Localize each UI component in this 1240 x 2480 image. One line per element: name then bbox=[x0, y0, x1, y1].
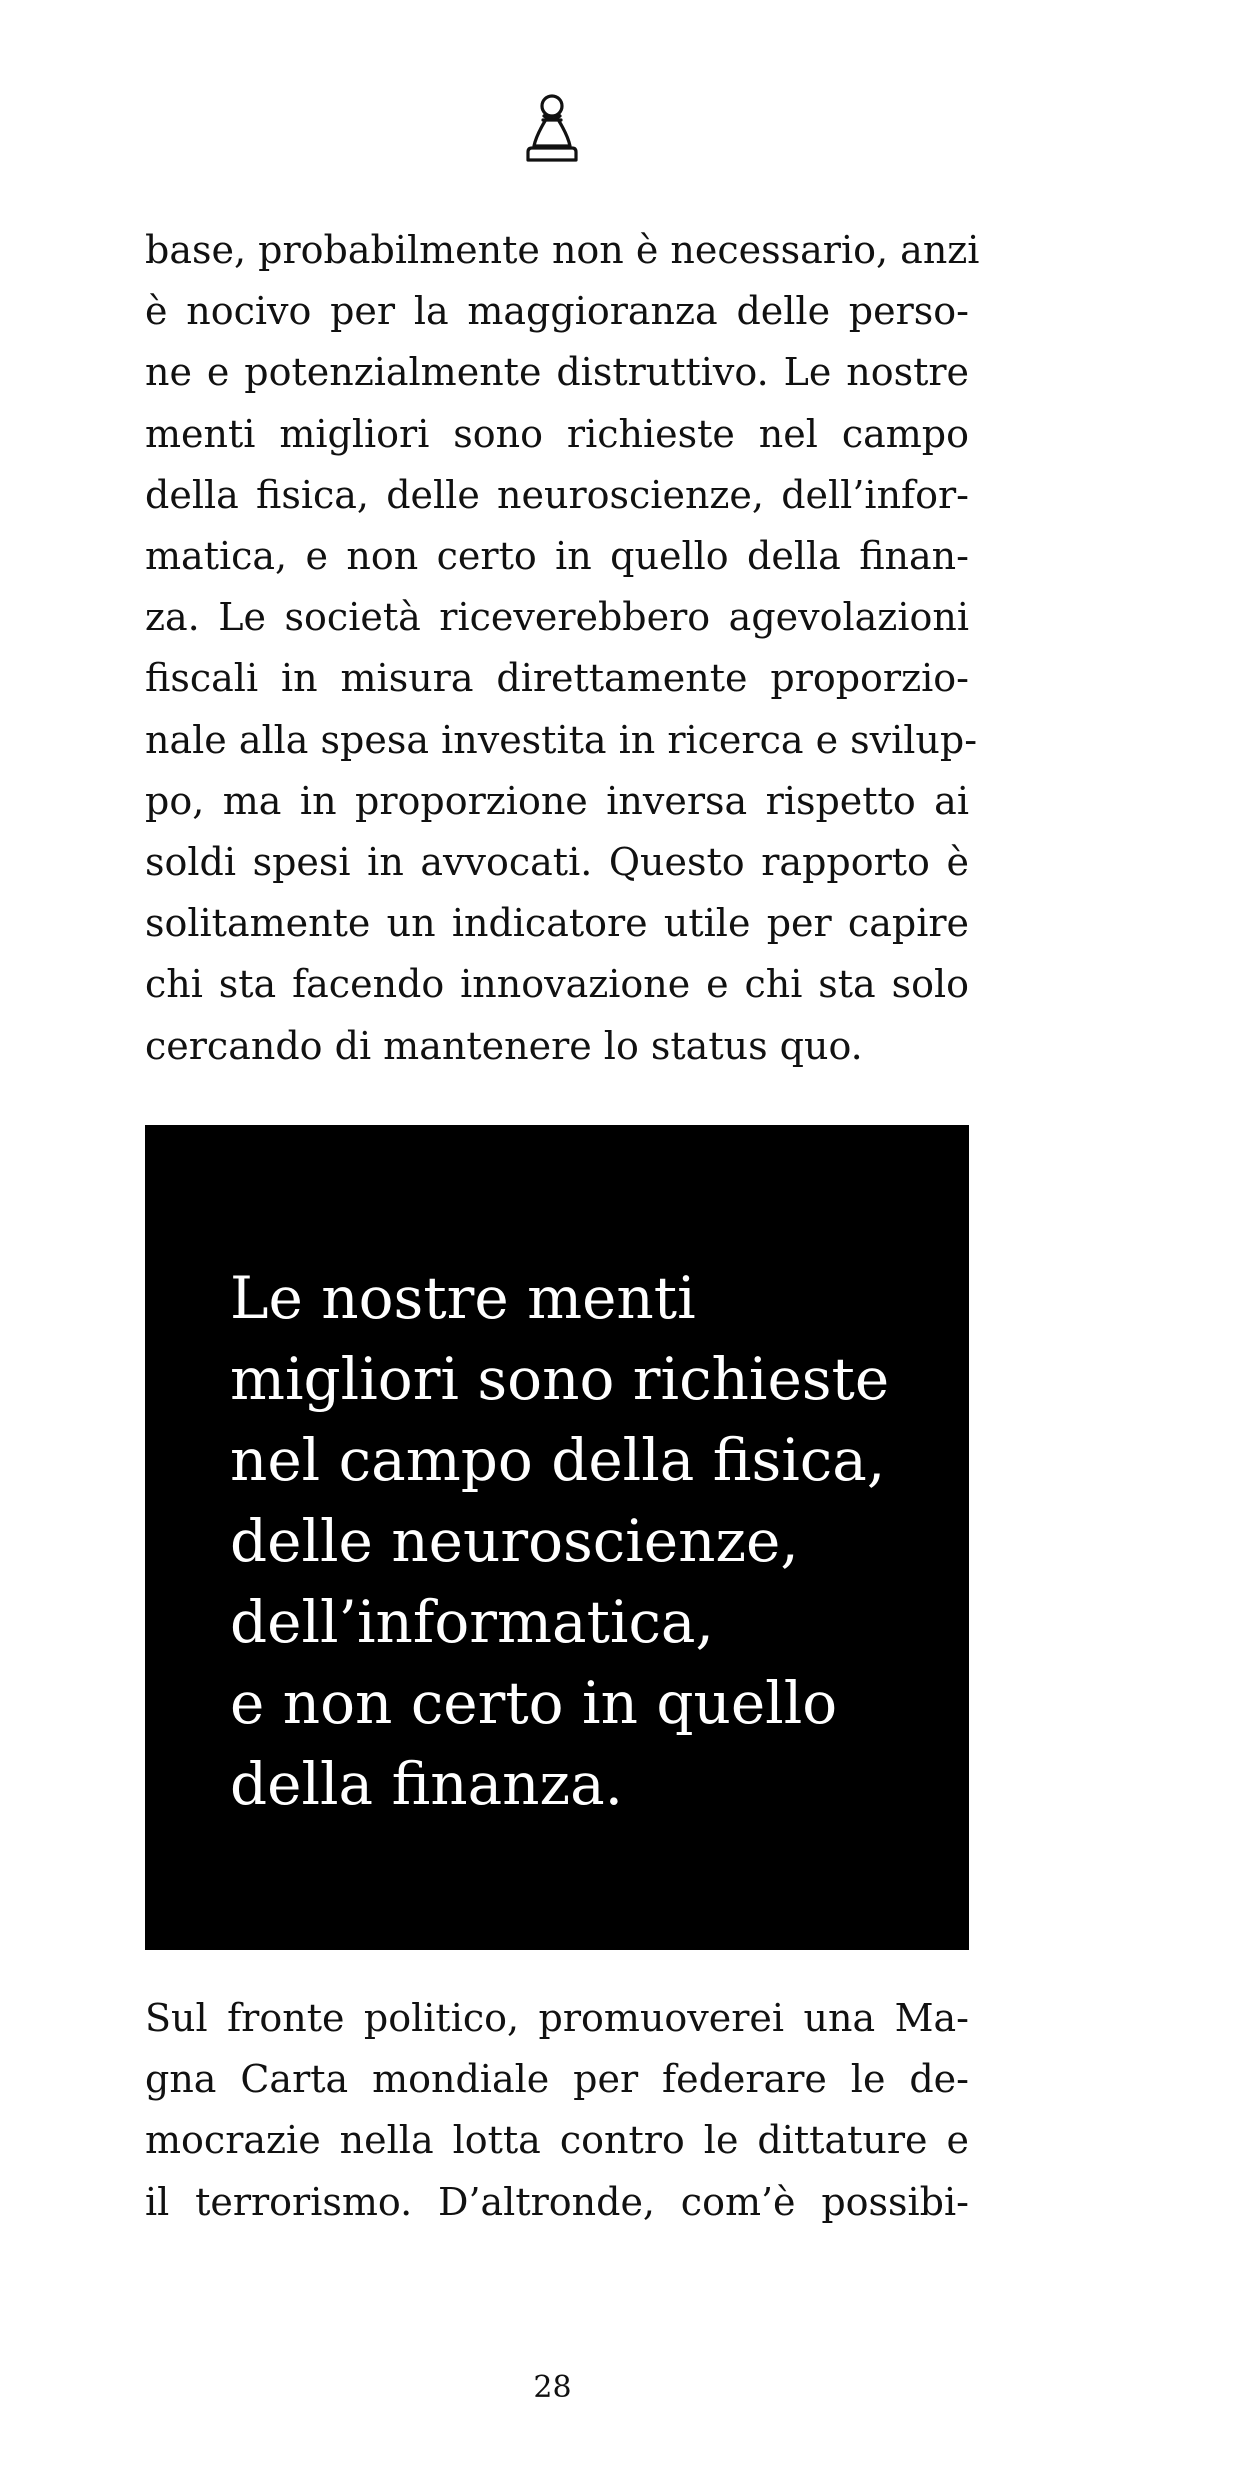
pullquote-line: migliori sono richieste bbox=[230, 1345, 890, 1413]
page-number: 28 bbox=[533, 2370, 572, 2405]
text-line: soldi spesi in avvocati. Questo rapporto è bbox=[145, 840, 969, 885]
pullquote-line: nel campo della fisica, bbox=[230, 1426, 886, 1494]
text-line: della fisica, delle neuroscienze, dell’infor- bbox=[145, 472, 969, 517]
text-line: za. Le società riceverebbero agevolazioni bbox=[145, 595, 969, 640]
text-line: il terrorismo. D’altronde, com’è possibi- bbox=[145, 2179, 969, 2224]
text-line: menti migliori sono richieste nel campo bbox=[145, 411, 969, 456]
text-line: ne e potenzialmente distruttivo. Le nostre bbox=[145, 350, 969, 395]
pullquote-text bbox=[230, 1258, 889, 1825]
pullquote-line: delle neuroscienze, bbox=[230, 1507, 799, 1575]
text-line: fiscali in misura direttamente proporzio- bbox=[145, 656, 969, 701]
body-paragraph bbox=[145, 220, 980, 1077]
text-line: cercando di mantenere lo status quo. bbox=[145, 1023, 863, 1068]
text-line: chi sta facendo innovazione e chi sta solo bbox=[145, 962, 969, 1007]
pullquote-line: della finanza. bbox=[230, 1750, 624, 1818]
text-line: è nocivo per la maggioranza delle perso- bbox=[145, 289, 969, 334]
body-paragraph bbox=[145, 1988, 969, 2233]
pullquote-line: dell’informatica, bbox=[230, 1588, 714, 1656]
text-line: po, ma in proporzione inversa rispetto ai bbox=[145, 778, 969, 823]
text-line: gna Carta mondiale per federare le de- bbox=[145, 2057, 969, 2102]
text-line: nale alla spesa investita in ricerca e svilup- bbox=[145, 717, 978, 762]
text-line: solitamente un indicatore utile per capire bbox=[145, 901, 969, 946]
pawn-icon bbox=[524, 92, 580, 164]
text-line: mocrazie nella lotta contro le dittature e bbox=[145, 2118, 969, 2163]
pullquote-line: Le nostre menti bbox=[230, 1264, 696, 1332]
text-line: matica, e non certo in quello della finan- bbox=[145, 534, 969, 579]
text-line: Sul fronte politico, promuoverei una Ma- bbox=[145, 1996, 969, 2040]
text-line: base, probabilmente non è necessario, anzi bbox=[145, 228, 980, 272]
pullquote-line: e non certo in quello bbox=[230, 1669, 838, 1737]
pullquote-box bbox=[145, 1125, 969, 1950]
